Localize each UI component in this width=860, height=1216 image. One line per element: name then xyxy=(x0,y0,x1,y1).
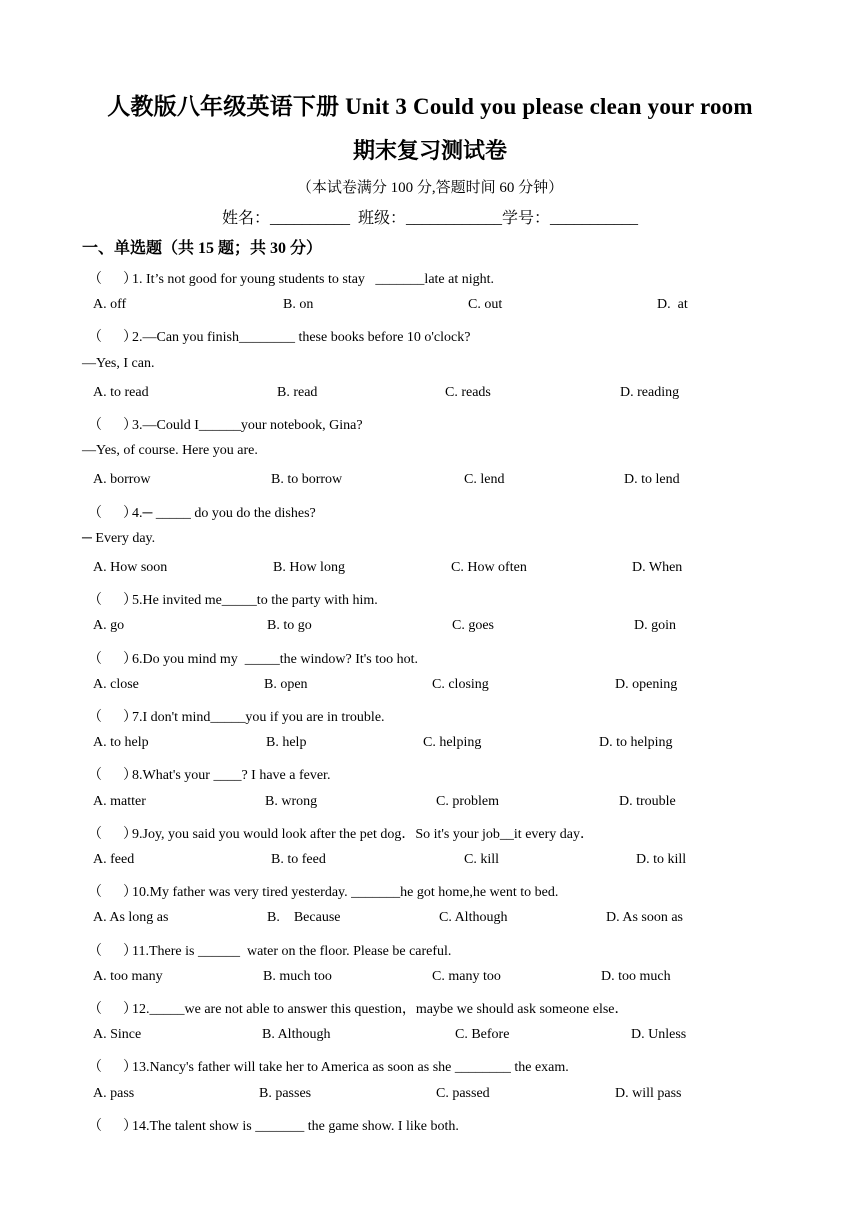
question-text: 4.─ _____ do you do the dishes? xyxy=(132,505,316,521)
answer-blank[interactable]: （ ） xyxy=(88,710,137,725)
question-stem xyxy=(88,881,558,901)
answer-blank[interactable]: （ ） xyxy=(88,330,137,346)
question-text: 7.I don't mind_____you if you are in trouble. xyxy=(132,710,385,725)
option-a[interactable]: A. go xyxy=(93,618,125,634)
question-stem xyxy=(88,648,418,668)
exam-note: （本试卷满分 100 分,答题时间 60 分钟） xyxy=(296,180,564,196)
option-b[interactable]: B. to borrow xyxy=(271,472,343,488)
option-a[interactable]: A. to read xyxy=(93,384,149,400)
question-text: 3.—Could I______your notebook, Gina? xyxy=(132,418,363,433)
answer-blank[interactable]: （ ） xyxy=(88,943,137,959)
question-stem xyxy=(88,1115,459,1135)
answer-blank[interactable]: （ ） xyxy=(88,1060,137,1076)
option-b[interactable]: B. on xyxy=(283,297,314,313)
answer-blank[interactable]: （ ） xyxy=(88,505,137,521)
option-b[interactable]: B. to go xyxy=(267,618,312,634)
option-c[interactable]: C. Before xyxy=(455,1027,510,1043)
option-d[interactable]: D. too much xyxy=(601,968,671,984)
option-a[interactable]: A. off xyxy=(93,297,127,313)
option-d[interactable]: D. to lend xyxy=(624,472,680,488)
question-stem xyxy=(88,589,378,609)
dialogue-reply: —Yes, I can. xyxy=(82,355,155,371)
option-b[interactable]: B. Because xyxy=(267,910,341,926)
option-d[interactable]: D. goin xyxy=(634,618,676,634)
option-b[interactable]: B. help xyxy=(266,735,307,751)
option-c[interactable]: C. out xyxy=(468,297,503,313)
option-a[interactable]: A. matter xyxy=(93,793,146,809)
option-b[interactable]: B. passes xyxy=(259,1085,312,1101)
option-d[interactable]: D. Unless xyxy=(631,1027,687,1043)
option-b[interactable]: B. open xyxy=(264,676,308,692)
option-a[interactable]: A. Since xyxy=(93,1027,142,1043)
question-stem xyxy=(88,706,385,726)
section-title: 一、单选题（共 15 题；共 30 分） xyxy=(82,240,323,257)
option-d[interactable]: D. at xyxy=(657,297,688,313)
answer-blank[interactable]: （ ） xyxy=(88,1118,137,1134)
question-stem xyxy=(88,823,594,843)
answer-blank[interactable]: （ ） xyxy=(88,272,137,287)
option-b[interactable]: B. to feed xyxy=(271,852,326,867)
option-c[interactable]: C. kill xyxy=(464,852,500,867)
option-b[interactable]: B. much too xyxy=(263,968,332,984)
option-a[interactable]: A. borrow xyxy=(93,472,151,488)
answer-blank[interactable]: （ ） xyxy=(88,593,137,609)
option-d[interactable]: D. trouble xyxy=(619,793,676,809)
option-b[interactable]: B. wrong xyxy=(265,793,318,809)
question-text: 5.He invited me_____to the party with him. xyxy=(132,593,378,609)
dialogue-reply: ─ Every day. xyxy=(82,530,156,546)
question-text: 10.My father was very tired yesterday. _______he got home,he went to bed. xyxy=(132,885,559,901)
option-c[interactable]: C. How often xyxy=(451,560,527,575)
option-d[interactable]: D. to kill xyxy=(636,852,687,867)
option-a[interactable]: A. How soon xyxy=(93,560,168,575)
option-c[interactable]: C. reads xyxy=(445,384,491,400)
option-d[interactable]: D. When xyxy=(632,560,683,575)
option-c[interactable]: C. many too xyxy=(432,968,501,984)
question-text: 12._____we are not able to answer this question，maybe we should ask someone else． xyxy=(132,1002,629,1017)
option-c[interactable]: C. Although xyxy=(439,910,508,926)
answer-blank[interactable]: （ ） xyxy=(88,651,137,667)
question-text: 6.Do you mind my _____the window? It's too hot. xyxy=(132,651,419,667)
option-b[interactable]: B. Although xyxy=(262,1027,331,1043)
question-stem xyxy=(88,998,629,1018)
option-c[interactable]: C. problem xyxy=(436,793,499,809)
page-title: 人教版八年级英语下册 Unit 3 Could you please clean your room xyxy=(107,94,753,119)
option-d[interactable]: D. will pass xyxy=(615,1085,682,1101)
option-d[interactable]: D. to helping xyxy=(599,735,673,751)
option-b[interactable]: B. How long xyxy=(273,560,345,575)
question-stem xyxy=(88,326,470,346)
option-a[interactable]: A. As long as xyxy=(93,910,169,926)
student-info-line: 姓名：__________ 班级：____________学号：___________ xyxy=(221,210,638,227)
question-stem xyxy=(88,414,363,434)
option-d[interactable]: D. As soon as xyxy=(606,910,684,926)
question-text: 8.What's your ____? I have a fever. xyxy=(132,768,331,784)
option-a[interactable]: A. feed xyxy=(93,852,135,867)
question-stem xyxy=(88,502,316,522)
option-d[interactable]: D. opening xyxy=(615,676,678,692)
question-text: 2.—Can you finish________ these books before 10 o'clock? xyxy=(132,330,471,346)
question-text: 1. It’s not good for young students to stay _______late at night. xyxy=(132,272,495,287)
answer-blank[interactable]: （ ） xyxy=(88,885,137,901)
answer-blank[interactable]: （ ） xyxy=(88,418,137,433)
question-text: 13.Nancy's father will take her to America as soon as she ________ the exam. xyxy=(132,1060,569,1076)
option-a[interactable]: A. to help xyxy=(93,735,149,751)
question-text: 11.There is ______ water on the floor. Please be careful. xyxy=(132,943,452,959)
option-c[interactable]: C. helping xyxy=(423,735,482,751)
question-text: 9.Joy, you said you would look after the pet dog．So it's your job__it every day． xyxy=(132,826,594,842)
option-d[interactable]: D. reading xyxy=(620,384,680,400)
question-stem xyxy=(88,1056,569,1076)
option-c[interactable]: C. closing xyxy=(432,676,489,692)
dialogue-reply: —Yes, of course. Here you are. xyxy=(82,443,258,459)
question-stem xyxy=(88,764,330,784)
option-a[interactable]: A. pass xyxy=(93,1085,135,1101)
answer-blank[interactable]: （ ） xyxy=(88,1002,137,1017)
question-text: 14.The talent show is _______ the game show. I like both. xyxy=(132,1118,459,1134)
page-subtitle: 期末复习测试卷 xyxy=(352,138,507,163)
option-c[interactable]: C. passed xyxy=(436,1085,490,1101)
option-a[interactable]: A. close xyxy=(93,676,139,692)
option-a[interactable]: A. too many xyxy=(93,968,163,984)
option-c[interactable]: C. lend xyxy=(464,472,505,488)
option-b[interactable]: B. read xyxy=(277,384,318,400)
question-stem xyxy=(88,940,451,960)
answer-blank[interactable]: （ ） xyxy=(88,768,137,784)
answer-blank[interactable]: （ ） xyxy=(88,826,137,842)
question-stem xyxy=(88,268,494,288)
option-c[interactable]: C. goes xyxy=(452,618,494,634)
